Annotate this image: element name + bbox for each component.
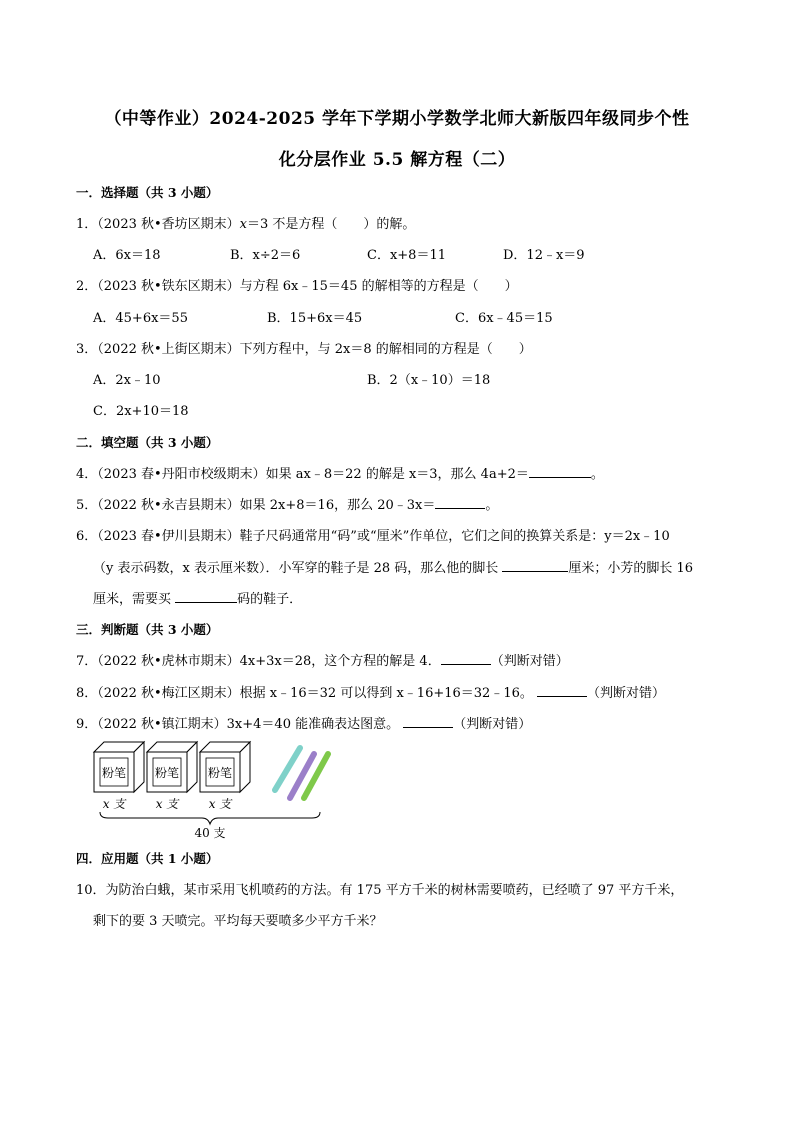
question-4-text: 4．（2023 春•丹阳市校级期末）如果 ax﹣8＝22 的解是 x＝3，那么 4a+2＝ [76, 467, 529, 482]
question-3: 3．（2022 秋•上街区期末）下列方程中，与 2x＝8 的解相同的方程是（ ） [76, 342, 532, 357]
question-5-end: 。 [485, 498, 499, 513]
question-1 [76, 216, 415, 234]
q3-option-a: A．2x﹣10 [93, 373, 161, 388]
answer-blank[interactable] [529, 465, 591, 478]
answer-blank[interactable] [441, 652, 491, 665]
q2-option-c: C．6x﹣45＝15 [455, 311, 553, 326]
chalk-box-3 [200, 742, 250, 792]
q1-option-b: B．x÷2＝6 [230, 248, 301, 263]
section-heading-choice: 一．选择题（共 3 小题） [76, 185, 219, 200]
question-6-line3b: 码的鞋子． [237, 592, 303, 607]
section-heading-application: 四．应用题（共 1 小题） [76, 851, 219, 866]
question-8-text: 8．（2022 秋•梅江区期末）根据 x﹣16＝32 可以得到 x﹣16+16＝32﹣16。 [76, 686, 537, 701]
chalk-box-1 [94, 742, 144, 792]
chalk-label: 粉笔 [101, 766, 127, 780]
question-9 [76, 715, 531, 734]
question-10-line2: 剩下的要 3 天喷完。平均每天要喷多少平方千米？ [93, 914, 383, 929]
question-4-end: 。 [590, 467, 604, 482]
question-8 [76, 684, 665, 703]
question-4 [76, 465, 604, 484]
question-5-text: 5．（2022 秋•永吉县期末）如果 2x+8＝16，那么 20﹣3x＝ [76, 498, 436, 513]
question-7-end: （判断对错） [490, 654, 569, 669]
q1-option-a: A．6x＝18 [93, 248, 161, 263]
answer-blank[interactable] [502, 559, 568, 572]
question-1-var: x [239, 217, 247, 232]
question-6-line2b: 厘米；小芳的脚长 16 [568, 561, 694, 576]
q1-option-c: C．x+8＝11 [367, 248, 446, 263]
question-9-text: 9．（2022 秋•镇江期末）3x+4＝40 能准确表达图意。 [76, 717, 404, 732]
answer-blank[interactable] [403, 715, 453, 728]
question-2: 2．（2023 秋•铁东区期末）与方程 6x﹣15＝45 的解相等的方程是（ ） [76, 279, 518, 294]
total-brace [100, 812, 320, 824]
question-7-text: 7．（2022 秋•虎林市期末）4x+3x＝28，这个方程的解是 4． [76, 654, 441, 669]
total-label: 40 支 [194, 826, 226, 840]
question-6-line2a: （y 表示码数，x 表示厘米数）．小军穿的鞋子是 28 码，那么他的脚长 [93, 561, 503, 576]
question-1-text: ＝3 不是方程（ ）的解。 [247, 217, 416, 232]
chalk-figure [90, 740, 350, 840]
q3-option-b: B．2（x﹣10）＝18 [367, 373, 491, 388]
section-heading-fill: 二．填空题（共 3 小题） [76, 435, 219, 450]
question-10-line1: 10．为防治白蛾，某市采用飞机喷药的方法。有 175 平方千米的树林需要喷药，已经喷了 97 平方千米， [76, 883, 684, 898]
question-7 [76, 652, 569, 671]
question-8-end: （判断对错） [587, 686, 666, 701]
page-title-line2: 化分层作业 5.5 解方程（二） [278, 150, 516, 170]
box-count-label: x 支 [155, 797, 179, 811]
question-1-prefix: 1．（2023 秋•香坊区期末） [76, 217, 240, 232]
box-count-label: x 支 [208, 797, 232, 811]
page-title-line1: （中等作业）2024-2025 学年下学期小学数学北师大新版四年级同步个性 [104, 109, 690, 129]
question-6-line3 [93, 590, 302, 609]
answer-blank[interactable] [175, 590, 237, 603]
question-6-line3a: 厘米，需要买 [93, 592, 176, 607]
question-5 [76, 496, 498, 515]
question-6-line1: 6．（2023 春•伊川县期末）鞋子尺码通常用“码”或“厘米”作单位，它们之间的换算关系是：y＝2x﹣10 [76, 529, 670, 544]
answer-blank[interactable] [435, 496, 485, 509]
answer-blank[interactable] [537, 684, 587, 697]
q2-option-b: B．15+6x＝45 [267, 311, 363, 326]
q1-option-d: D．12﹣x＝9 [503, 248, 585, 263]
section-heading-judge: 三．判断题（共 3 小题） [76, 622, 219, 637]
box-count-label: x 支 [102, 797, 126, 811]
question-9-end: （判断对错） [453, 717, 532, 732]
q2-option-a: A．45+6x＝55 [93, 311, 188, 326]
question-6-line2 [93, 559, 693, 578]
chalk-box-2 [147, 742, 197, 792]
chalk-label: 粉笔 [207, 766, 233, 780]
chalk-label: 粉笔 [154, 766, 180, 780]
q3-option-c: C．2x+10＝18 [93, 404, 189, 419]
